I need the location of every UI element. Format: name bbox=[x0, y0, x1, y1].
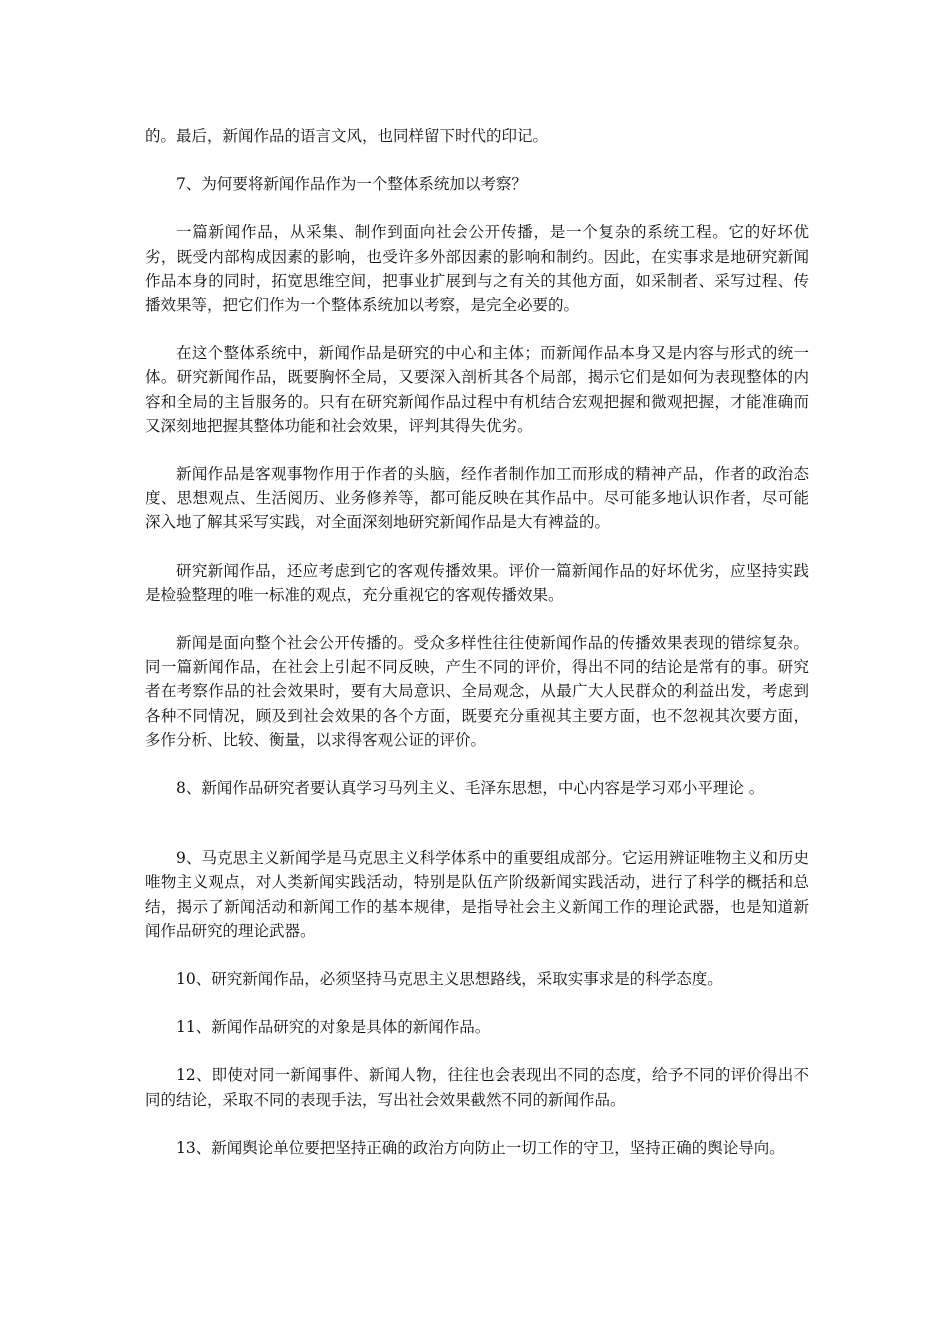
paragraph-system-engineering: 一篇新闻作品，从采集、制作到面向社会公开传播，是一个复杂的系统工程。它的好坏优劣，既受内部构成因素的影响，也受许多外部因素的影响和制约。因此，在实事求是地研究新闻作品本身的同时，拓宽思维空间，把事业扩展到与之有关的其他方面，如采制者、采写过程、传播效果等，把它们作为一个整体系统加以考察，是完全必要的。 bbox=[145, 223, 809, 315]
point-10: 10、研究新闻作品，必须坚持马克思主义思想路线，采取实事求是的科学态度。 bbox=[176, 970, 723, 989]
document-page bbox=[145, 124, 809, 1184]
paragraph-whole-system: 在这个整体系统中，新闻作品是研究的中心和主体；而新闻作品本身又是内容与形式的统一体。研究新闻作品，既要胸怀全局，又要深入剖析其各个局部，揭示它们是如何为表现整体的内容和全局的主旨服务的。只有在研究新闻作品过程中有机结合宏观把握和微观把握，才能准确而又深刻地把握其整体功能和社会效果，评判其得失优劣。 bbox=[145, 344, 809, 435]
point-9: 9、马克思主义新闻学是马克思主义科学体系中的重要组成部分。它运用辨证唯物主义和历史唯物主义观点，对人类新闻实践活动，特别是队伍产阶级新闻实践活动，进行了科学的概括和总结，揭示了新闻活动和新闻工作的基本规律，是指导社会主义新闻工作的理论武器，也是知道新闻作品研究的理论武器。 bbox=[145, 849, 809, 940]
point-8: 8、新闻作品研究者要认真学习马列主义、毛泽东思想，中心内容是学习邓小平理论 。 bbox=[176, 779, 765, 798]
point-12: 12、即使对同一新闻事件、新闻人物，往往也会表现出不同的态度，给予不同的评价得出不同的结论，采取不同的表现手法，写出社会效果截然不同的新闻作品。 bbox=[145, 1066, 809, 1109]
point-13: 13、新闻舆论单位要把坚持正确的政治方向防止一切工作的守卫，坚持正确的舆论导向。 bbox=[176, 1138, 785, 1157]
paragraph-transmission-effect: 研究新闻作品，还应考虑到它的客观传播效果。评价一篇新闻作品的好坏优劣，应坚持实践是检验整理的唯一标准的观点，充分重视它的客观传播效果。 bbox=[145, 561, 809, 604]
question-7-heading: 7、为何要将新闻作品作为一个整体系统加以考察？ bbox=[176, 175, 527, 194]
paragraph-spiritual-product: 新闻作品是客观事物作用于作者的头脑，经作者制作加工而形成的精神产品，作者的政治态度、思想观点、生活阅历、业务修养等，都可能反映在其作品中。尽可能多地认识作者，尽可能深入地了解其采写实践，对全面深刻地研究新闻作品是大有裨益的。 bbox=[145, 465, 809, 532]
paragraph-continuation: 的。最后，新闻作品的语言文风，也同样留下时代的印记。 bbox=[145, 127, 549, 145]
point-11: 11、新闻作品研究的对象是具体的新闻作品。 bbox=[176, 1018, 491, 1037]
paragraph-public-dissemination: 新闻是面向整个社会公开传播的。受众多样性往往使新闻作品的传播效果表现的错综复杂。同一篇新闻作品，在社会上引起不同反映，产生不同的评价，得出不同的结论是常有的事。研究者在考察作品的社会效果时，要有大局意识、全局观念，从最广大人民群众的利益出发，考虑到各种不同情况，顾及到社会效果的各个方面，既要充分重视其主要方面，也不忽视其次要方面，多作分析、比较、衡量，以求得客观公证的评价。 bbox=[145, 634, 809, 749]
